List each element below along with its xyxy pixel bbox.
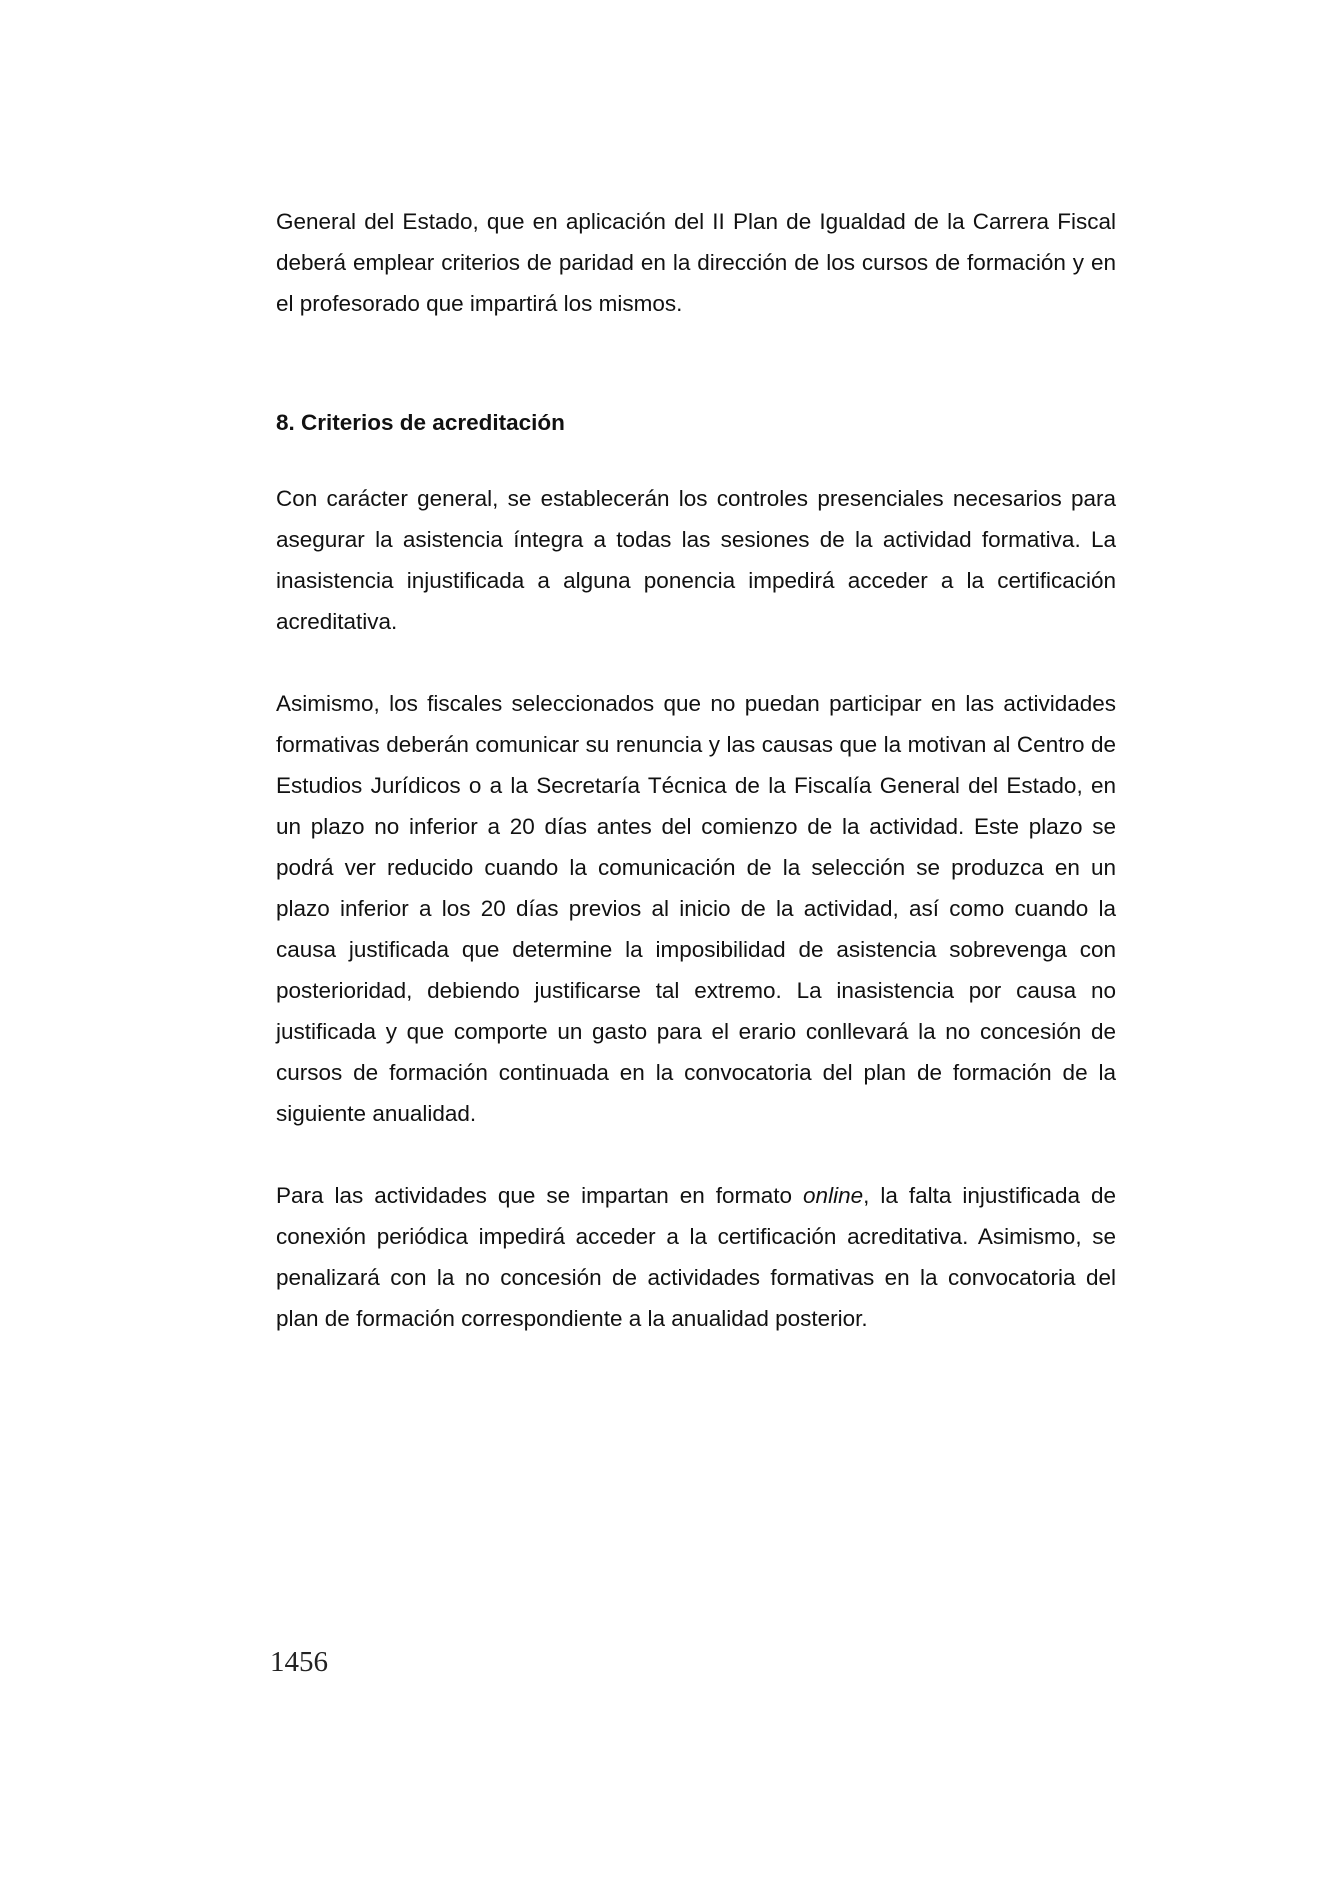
intro-paragraph: General del Estado, que en aplicación del II Plan de Igualdad de la Carrera Fiscal deberá emplear criterios de paridad en la dirección de los cursos de formación y en el profesorado que impartirá los mismos. xyxy=(276,209,1116,316)
online-term: online xyxy=(803,1183,864,1208)
page-number: 1456 xyxy=(270,1646,328,1678)
paragraph-renunciation: Asimismo, los fiscales seleccionados que no puedan participar en las actividades formativas deberán comunicar su renuncia y las causas que la motivan al Centro de Estudios Jurídicos o a la Secretaría Técnica de la Fiscalía General del Estado, en un plazo no inferior a 20 días antes del comienzo de la actividad. Este plazo se podrá ver reducido cuando la comunicación de la selección se produzca en un plazo inferior a los 20 días previos al inicio de la actividad, así como cuando la causa justificada que determine la imposibilidad de asistencia sobrevenga con posterioridad, debiendo justificarse tal extremo. La inasistencia por causa no justificada y que comporte un gasto para el erario conllevará la no concesión de cursos de formación continuada en la convocatoria del plan de formación de la siguiente anualidad. xyxy=(276,691,1116,1126)
document-body xyxy=(276,201,1116,1339)
paragraph-online-text-end: , la falta injustificada de conexión periódica impedirá acceder a la certificación acreditativa. Asimismo, se penalizará con la no concesión de actividades formativas en la convocatoria del plan de formación correspondiente a la anualidad posterior. xyxy=(276,1183,1117,1331)
paragraph-online-activities xyxy=(276,1175,1116,1339)
paragraph-attendance-controls: Con carácter general, se establecerán los controles presenciales necesarios para asegurar la asistencia íntegra a todas las sesiones de la actividad formativa. La inasistencia injustificada a alguna ponencia impedirá acceder a la certificación acreditativa. xyxy=(276,486,1116,634)
paragraph-online-text-start: Para las actividades que se impartan en formato xyxy=(276,1183,804,1208)
section-heading: 8. Criterios de acreditación xyxy=(276,410,565,435)
